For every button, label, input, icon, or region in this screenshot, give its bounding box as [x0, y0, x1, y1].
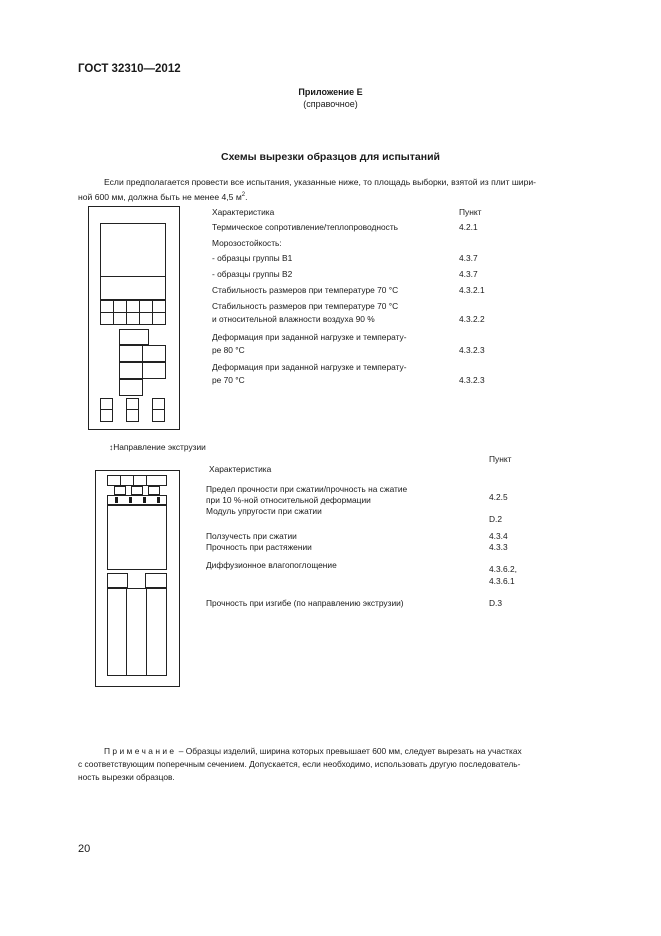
- note-line-2: с соответствующим поперечным сечением. Допускается, если необходимо, использовать другую последователь-: [78, 759, 521, 769]
- extrusion-direction-label: ↕Направление экструзии: [109, 442, 206, 452]
- creep-sample: [107, 505, 167, 570]
- table2-row-text: Прочность при изгибе (по направлению экструзии): [206, 598, 404, 608]
- table1-row-text: Деформация при заданной нагрузке и температу-: [212, 362, 407, 372]
- stability-sample: [119, 345, 143, 362]
- table1-row-clause: 4.3.2.1: [459, 285, 485, 295]
- document-code: ГОСТ 32310—2012: [78, 63, 181, 75]
- page-number: 20: [78, 843, 91, 855]
- table1-row-text: Стабильность размеров при температуре 70 °С: [212, 285, 399, 295]
- table1-header-characteristic: Характеристика: [212, 207, 275, 217]
- table1-row-text-cont: и относительной влажности воздуха 90 %: [212, 314, 375, 324]
- table1-row-clause: 4.3.7: [459, 269, 478, 279]
- table2-row-text: Ползучесть при сжатии: [206, 531, 297, 541]
- note-line-1: [78, 745, 590, 758]
- table1-row-clause: 4.3.7: [459, 253, 478, 263]
- deformation-sample: [142, 362, 166, 379]
- appendix-title: Приложение Е: [298, 87, 363, 97]
- table2-row-clause-cont: 4.3.6.1: [489, 576, 515, 586]
- table1-row-text-cont: ре 70 °С: [212, 375, 245, 385]
- table2-row-clause: 4.2.5: [489, 492, 508, 502]
- small-sample: [152, 312, 166, 325]
- table2-header-characteristic: Характеристика: [209, 464, 272, 474]
- small-sample: [113, 312, 127, 325]
- marker: [143, 497, 146, 503]
- intro-paragraph: [78, 176, 590, 204]
- divider: [152, 409, 165, 410]
- table2-row-text: Диффузионное влагопоглощение: [206, 560, 337, 570]
- deformation-sample: [119, 362, 143, 379]
- divider: [126, 409, 139, 410]
- table2-row-clause: 4.3.6.2,: [489, 564, 517, 574]
- diffusion-sample: [107, 573, 128, 588]
- small-sample: [100, 312, 114, 325]
- table2-row-text: Предел прочности при сжатии/прочность на сжатие: [206, 484, 408, 494]
- thermal-sample: [100, 223, 166, 277]
- table1-row-text: Стабильность размеров при температуре 70 °С: [212, 301, 399, 311]
- table1-row-clause: 4.3.2.3: [459, 345, 485, 355]
- compression-sample: [148, 486, 160, 495]
- table2-row-clause: 4.3.3: [489, 542, 508, 552]
- compression-strip: [107, 475, 167, 486]
- table1-row-text: Деформация при заданной нагрузке и температу-: [212, 332, 407, 342]
- note-paragraph: [78, 745, 590, 784]
- intro-line-2-text: ной 600 мм, должна быть не менее 4,5 м: [78, 191, 242, 202]
- divider: [100, 409, 113, 410]
- bending-area: [107, 588, 167, 676]
- table1-row-text: - образцы группы В2: [212, 269, 293, 279]
- table1-row-text: - образцы группы В1: [212, 253, 293, 263]
- table2-header-clause: Пункт: [489, 454, 512, 464]
- note-line-3: ность вырезки образцов.: [78, 772, 175, 782]
- table1-row-clause: 4.3.2.2: [459, 314, 485, 324]
- stability-sample: [119, 329, 149, 345]
- table1-row-text: Морозостойкость:: [212, 238, 282, 248]
- table1-row-clause: 4.3.2.3: [459, 375, 485, 385]
- intro-line-1: Если предполагается провести все испытания, указанные ниже, то площадь выборки, взятой из плит шири-: [104, 177, 537, 187]
- deformation-sample: [119, 379, 143, 396]
- divider: [146, 475, 147, 486]
- frost-sample: [100, 276, 166, 300]
- table1-row-text-cont: ре 80 °С: [212, 345, 245, 355]
- marker: [129, 497, 132, 503]
- diffusion-sample: [145, 573, 167, 588]
- table2-row-clause: 4.3.4: [489, 531, 508, 541]
- divider: [133, 475, 134, 486]
- table1-row-text: Термическое сопротивление/теплопроводность: [212, 222, 399, 232]
- table2-row-text-cont: при 10 %-ной относительной деформации: [206, 495, 371, 505]
- divider: [146, 588, 147, 676]
- marker: [115, 497, 118, 503]
- intro-end: .: [245, 191, 248, 202]
- section-title: Схемы вырезки образцов для испытаний: [221, 151, 440, 163]
- divider: [120, 475, 121, 486]
- table2-row-clause: D.3: [489, 598, 503, 608]
- divider: [126, 588, 127, 676]
- superscript: 2: [241, 192, 246, 198]
- stability-sample: [142, 345, 166, 362]
- note-text: – Образцы изделий, ширина которых превышает 600 мм, следует вырезать на участках: [176, 746, 522, 756]
- table2-row-text: Прочность при растяжении: [206, 542, 312, 552]
- appendix-subtitle: (справочное): [303, 99, 358, 109]
- table2-row-text: Модуль упругости при сжатии: [206, 506, 322, 516]
- compression-sample: [114, 486, 126, 495]
- small-sample: [139, 312, 153, 325]
- marker: [157, 497, 160, 503]
- note-label: Примечание: [104, 746, 177, 756]
- small-sample: [126, 312, 140, 325]
- small-sample: [152, 398, 165, 422]
- compression-sample: [131, 486, 143, 495]
- small-sample: [126, 398, 139, 422]
- table2-row-clause: D.2: [489, 514, 503, 524]
- table1-row-clause: 4.2.1: [459, 222, 478, 232]
- intro-line-2: [78, 189, 590, 204]
- table1-header-clause: Пункт: [459, 207, 482, 217]
- small-sample: [100, 398, 113, 422]
